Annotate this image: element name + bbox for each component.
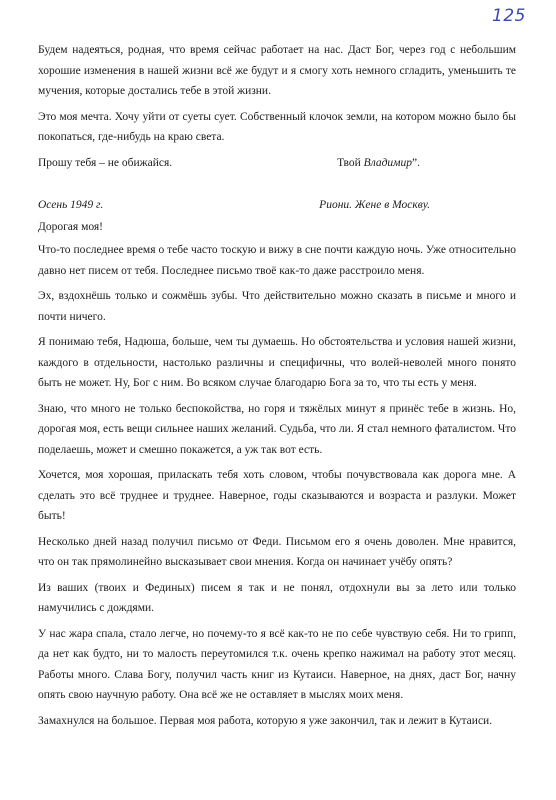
paragraph: Я понимаю тебя, Надюша, больше, чем ты думаешь. Но обстоятельства и условия нашей жизни, каждого в отдельности, настолько различны и специфичны, что волей-неволей много понято быть не может. Ну, Бог с ним. Во всяком случае благодарю Бога за то, что ты есть у меня.: [38, 336, 516, 389]
letter-signoff: [38, 153, 516, 174]
paragraph: Из ваших (твоих и Фединых) писем я так и не понял, отдохнули вы за лето или только намучились с дождями.: [38, 581, 516, 614]
paragraph: Эх, вздохнёшь только и сожмёшь зубы. Что действительно можно сказать в письме и много и почти ничего.: [38, 290, 516, 323]
signature-name: Владимир: [363, 156, 413, 169]
page-number: 125: [492, 6, 526, 26]
paragraph: У нас жара спала, стало легче, но почему-то я всё как-то не по себе чувствую себя. Ни то грипп, да нет как будто, ни то малость переутомился т.к. очень крепко нажимал на работу этот месяц. Работы много. Слава Богу, получил часть книг из Кутаиси. Наверное, на днях, даст Бог, начну опять свою научную работу. Она всё же не оставляет в мыслях моих меня.: [38, 627, 516, 701]
signature-prefix: Твой: [337, 156, 364, 169]
paragraph: Знаю, что много не только беспокойства, но горя и тяжёлых минут я принёс тебе в жизнь. Но, дорогая моя, есть вещи сильнее наших желаний. Судьба, что ли. Я стал немного фаталистом. Что поделаешь, может и смешно покажется, а уж так вот есть.: [38, 402, 516, 456]
letter-route: Риони. Жене в Москву.: [319, 199, 430, 211]
paragraph: Хочется, моя хорошая, приласкать тебя хоть словом, чтобы почувствовала как дорога мне. А сделать это всё труднее и труднее. Наверное, годы сказываются и возраста и разлуки. Может быть!: [38, 469, 516, 522]
paragraph: Несколько дней назад получил письмо от Феди. Письмом его я очень доволен. Мне нравится, что он так прямолинейно высказывает свои мнения. Когда он начинает учёбу опять?: [38, 535, 516, 568]
signature: [337, 153, 420, 174]
signature-suffix: ”.: [412, 156, 420, 169]
paragraph: Будем надеяться, родная, что время сейчас работает на нас. Даст Бог, через год с небольшим хорошие изменения в нашей жизни всё же будут и я смогу хоть немного сгладить, уменьшить те мучения, которые достались тебе в этой жизни.: [38, 44, 516, 97]
document-body: [38, 40, 516, 736]
closing-line: Прошу тебя – не обижайся.: [38, 156, 173, 169]
paragraph: Что-то последнее время о тебе часто тоскую и вижу в сне почти каждую ночь. Уже относительно давно нет писем от тебя. Последнее письмо твоё как-то даже расстроило меня.: [38, 244, 516, 277]
letter-date: Осень 1949 г.: [38, 199, 104, 211]
letter-greeting: Дорогая моя!: [38, 220, 104, 233]
paragraph: Замахнулся на большое. Первая моя работа, которую я уже закончил, так и лежит в Кутаиси.: [38, 714, 493, 727]
letter-heading: [38, 195, 516, 216]
paragraph: Это моя мечта. Хочу уйти от суеты сует. Собственный клочок земли, на котором можно было бы покопаться, где-нибудь на краю света.: [38, 110, 516, 143]
